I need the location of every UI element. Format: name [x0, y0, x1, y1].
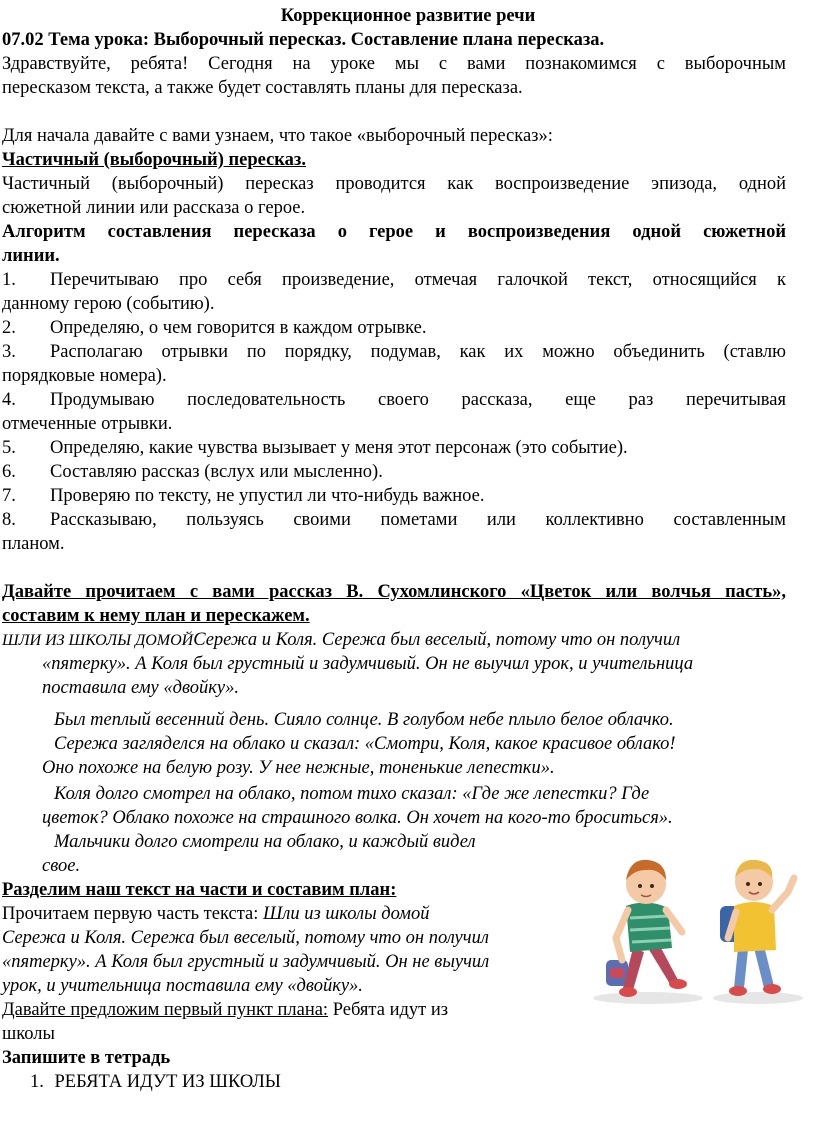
step-number: 8. — [2, 510, 16, 530]
two-boys-illustration — [578, 848, 808, 1008]
story-line-6: Оно похоже на белую розу. У нее нежные, тоненькие лепестки». — [42, 758, 555, 778]
intro-line-2: пересказом текста, а также будет составлять планы для пересказа. — [2, 78, 523, 98]
step-continuation: порядковые номера). — [2, 366, 167, 386]
step-number: 6. — [2, 462, 16, 482]
reading-heading-line-1: Давайте прочитаем с вами рассказ В. Сухомлинского «Цветок или волчья пасть», — [2, 582, 786, 602]
plan-offer-line — [2, 998, 448, 1022]
plan-item — [30, 1070, 281, 1094]
step-text: Составляю рассказ (вслух или мысленно). — [50, 462, 383, 482]
algorithm-heading-line-2: линии. — [2, 246, 60, 266]
step-text: Рассказываю, пользуясь своими пометами или коллективно составленным — [50, 510, 786, 530]
step-continuation: отмеченные отрывки. — [2, 414, 173, 434]
story-title: ШЛИ ИЗ ШКОЛЫ ДОМОЙ — [2, 632, 194, 649]
step-text: Располагаю отрывки по порядку, подумав, как их можно объединить (ставлю — [50, 342, 786, 362]
step-number: 4. — [2, 390, 16, 410]
story-line-5: Сережа загляделся на облако и сказал: «Смотри, Коля, какое красивое облако! — [54, 734, 676, 754]
algorithm-heading-line-1: Алгоритм составления пересказа о герое и воспроизведения одной сюжетной — [2, 222, 786, 242]
plan-offer-label: Давайте предложим первый пункт плана: — [2, 1000, 329, 1020]
plan-item-number: 1. — [30, 1072, 44, 1092]
plan-offer-continuation: школы — [2, 1024, 55, 1044]
story-line-4: Был теплый весенний день. Сияло солнце. В голубом небе плыло белое облачко. — [54, 710, 674, 730]
story-line-8: цветок? Облако похоже на страшного волка. Он хочет на кого-то броситься». — [42, 808, 673, 828]
step-text: Перечитываю про себя произведение, отмечая галочкой текст, относящийся к — [50, 270, 786, 290]
reading-heading-line-2: составим к нему план и перескажем. — [2, 606, 310, 626]
first-part-line-3: «пятерку». А Коля был грустный и задумчивый. Он не выучил — [2, 952, 490, 972]
first-part-line-2: Сережа и Коля. Сережа был веселый, потому что он получил — [2, 928, 489, 948]
step-continuation: данному герою (событию). — [2, 294, 215, 314]
definition-line-1: Частичный (выборочный) пересказ проводится как воспроизведение эпизода, одной — [2, 174, 786, 194]
step-text: Определяю, какие чувства вызывает у меня этот персонаж (это событие). — [50, 438, 628, 458]
document-header: Коррекционное развитие речи — [280, 6, 536, 26]
definition-line-2: сюжетной линии или рассказа о герое. — [2, 198, 306, 218]
step-continuation: планом. — [2, 534, 65, 554]
step-number: 2. — [2, 318, 16, 338]
first-part-line-1: Прочитаем первую часть текста: Шли из школы домой — [2, 904, 430, 924]
story-line-2: «пятерку». А Коля был грустный и задумчивый. Он не выучил урок, и учительница — [42, 654, 694, 674]
question-line: Для начала давайте с вами узнаем, что такое «выборочный пересказ»: — [2, 126, 553, 146]
step-text: Проверяю по тексту, не упустил ли что-нибудь важное. — [50, 486, 485, 506]
plan-offer-value: Ребята идут из — [328, 1000, 449, 1020]
boy-left — [606, 860, 687, 997]
story-line-10: свое. — [42, 856, 81, 876]
step-number: 1. — [2, 270, 16, 290]
definition-heading: Частичный (выборочный) пересказ. — [2, 150, 306, 170]
plan-heading: Разделим наш текст на части и составим план: — [2, 880, 397, 900]
step-number: 7. — [2, 486, 16, 506]
story-line-7: Коля долго смотрел на облако, потом тихо сказал: «Где же лепестки? Где — [54, 784, 650, 804]
boy-right — [720, 860, 794, 996]
first-part-label: Прочитаем первую часть текста: — [2, 904, 259, 924]
intro-line-1: Здравствуйте, ребята! Сегодня на уроке мы с вами познакомимся с выборочным — [2, 54, 786, 74]
first-part-line-4: урок, и учительница поставила ему «двойку». — [2, 976, 363, 996]
story-line-9: Мальчики долго смотрели на облако, и каждый видел — [54, 832, 476, 852]
step-text: Продумываю последовательность своего рассказа, еще раз перечитывая — [50, 390, 786, 410]
write-heading: Запишите в тетрадь — [2, 1048, 171, 1068]
lesson-topic: 07.02 Тема урока: Выборочный пересказ. Составление плана пересказа. — [2, 30, 605, 50]
story-line-1: ШЛИ ИЗ ШКОЛЫ ДОМОЙСережа и Коля. Сережа был веселый, потому что он получил — [2, 630, 681, 650]
story-line-3: поставила ему «двойку». — [42, 678, 240, 698]
step-number: 5. — [2, 438, 16, 458]
plan-item-text: РЕБЯТА ИДУТ ИЗ ШКОЛЫ — [54, 1072, 281, 1092]
step-text: Определяю, о чем говорится в каждом отрывке. — [50, 318, 427, 338]
step-number: 3. — [2, 342, 16, 362]
